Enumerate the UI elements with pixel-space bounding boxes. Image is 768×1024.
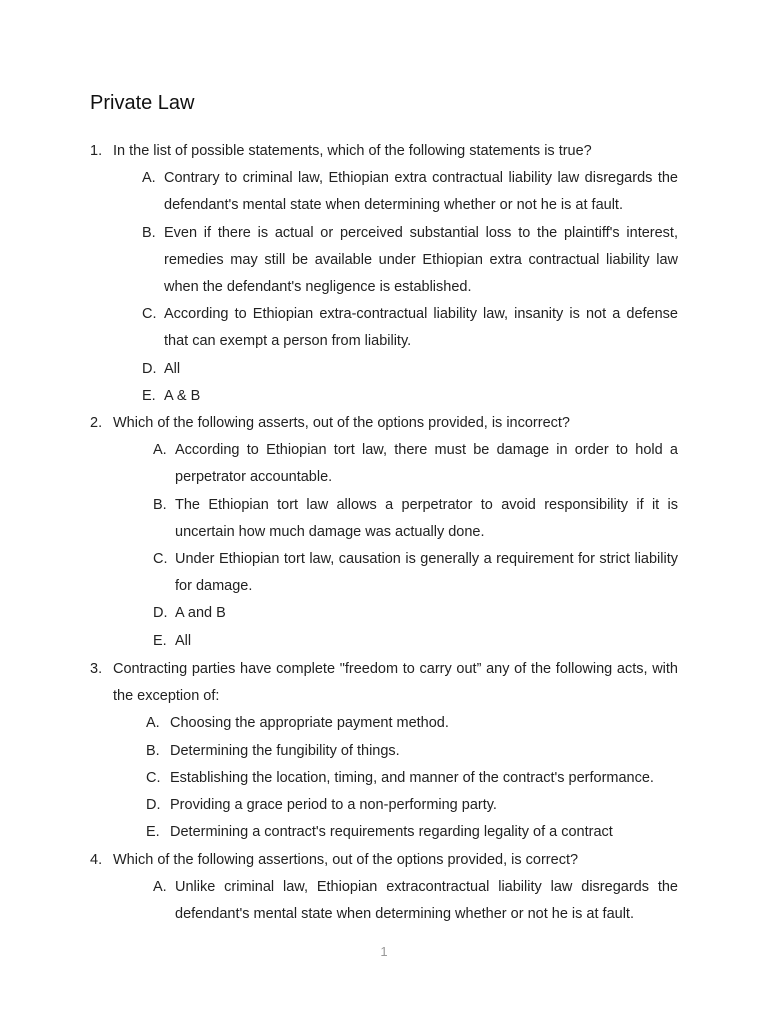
question-number: 2. <box>90 415 103 431</box>
option-b <box>153 492 678 546</box>
option-text: Choosing the appropriate payment method. <box>170 715 449 732</box>
question-text: Which of the following assertions, out of the options provided, is correct? <box>113 852 579 868</box>
option-c <box>142 301 678 355</box>
option-letter: E. <box>146 824 160 841</box>
question-3 <box>90 656 678 846</box>
option-letter: B. <box>146 742 160 759</box>
option-letter: C. <box>146 769 161 786</box>
option-text: A and B <box>175 605 226 622</box>
option-d <box>146 792 678 819</box>
option-text: All <box>164 360 181 377</box>
options-list <box>146 710 678 846</box>
option-d <box>142 356 678 383</box>
option-letter: A. <box>153 442 167 459</box>
option-a <box>153 874 678 928</box>
option-text: Establishing the location, timing, and manner of the contract's performance. <box>170 769 654 786</box>
option-text: Determining a contract's requirements regarding legality of a contract <box>170 824 613 841</box>
option-text: Unlike criminal law, Ethiopian extracontractual liability law disregards the defendant's mental state when determining whether or not he is at fault. <box>175 879 678 923</box>
option-e <box>142 383 678 410</box>
option-letter: D. <box>142 360 157 377</box>
page-title: Private Law <box>90 92 195 114</box>
option-letter: C. <box>153 551 168 568</box>
question-number: 4. <box>90 852 103 868</box>
option-letter: B. <box>142 224 156 241</box>
option-text: Even if there is actual or perceived substantial loss to the plaintiff's interest, remedies may still be available under Ethiopian extra contractual liability law when the defendant's negligence is established. <box>164 224 678 296</box>
option-c <box>146 765 678 792</box>
option-e <box>153 628 678 655</box>
question-number: 1. <box>90 143 103 159</box>
options-list <box>153 874 678 928</box>
option-text: According to Ethiopian extra-contractual liability law, insanity is not a defense that can exempt a person from liability. <box>164 306 678 350</box>
question-text: In the list of possible statements, which of the following statements is true? <box>113 143 592 159</box>
question-1 <box>90 138 678 410</box>
options-list <box>153 437 678 655</box>
option-letter: A. <box>153 879 167 896</box>
option-letter: E. <box>142 387 156 404</box>
option-d <box>153 600 678 627</box>
option-text: A & B <box>164 387 201 404</box>
page-number: 1 <box>380 944 388 959</box>
option-text: Under Ethiopian tort law, causation is generally a requirement for strict liability for damage. <box>175 551 678 595</box>
question-2 <box>90 410 678 655</box>
option-a <box>146 710 678 737</box>
option-letter: D. <box>153 605 168 622</box>
option-a <box>153 437 678 491</box>
option-text: According to Ethiopian tort law, there must be damage in order to hold a perpetrator accountable. <box>175 442 678 486</box>
option-letter: E. <box>153 632 167 649</box>
option-text: All <box>175 632 192 649</box>
option-letter: A. <box>146 715 160 732</box>
option-text: Contrary to criminal law, Ethiopian extra contractual liability law disregards the defendant's mental state when determining whether or not he is at fault. <box>164 170 678 214</box>
question-text: Which of the following asserts, out of the options provided, is incorrect? <box>113 415 570 431</box>
option-e <box>146 819 678 846</box>
question-text: Contracting parties have complete "freedom to carry out” any of the following acts, with the exception of: <box>113 661 678 705</box>
option-letter: A. <box>142 170 156 187</box>
option-letter: D. <box>146 797 161 814</box>
option-text: Providing a grace period to a non-performing party. <box>170 797 497 814</box>
option-b <box>146 738 678 765</box>
options-list <box>142 165 678 410</box>
option-c <box>153 546 678 600</box>
option-letter: C. <box>142 306 157 323</box>
option-text: The Ethiopian tort law allows a perpetrator to avoid responsibility if it is uncertain how much damage was actually done. <box>175 496 678 540</box>
option-text: Determining the fungibility of things. <box>170 742 400 759</box>
question-number: 3. <box>90 661 103 677</box>
option-a <box>142 165 678 219</box>
option-b <box>142 220 678 302</box>
option-letter: B. <box>153 496 167 513</box>
question-4 <box>90 847 678 929</box>
